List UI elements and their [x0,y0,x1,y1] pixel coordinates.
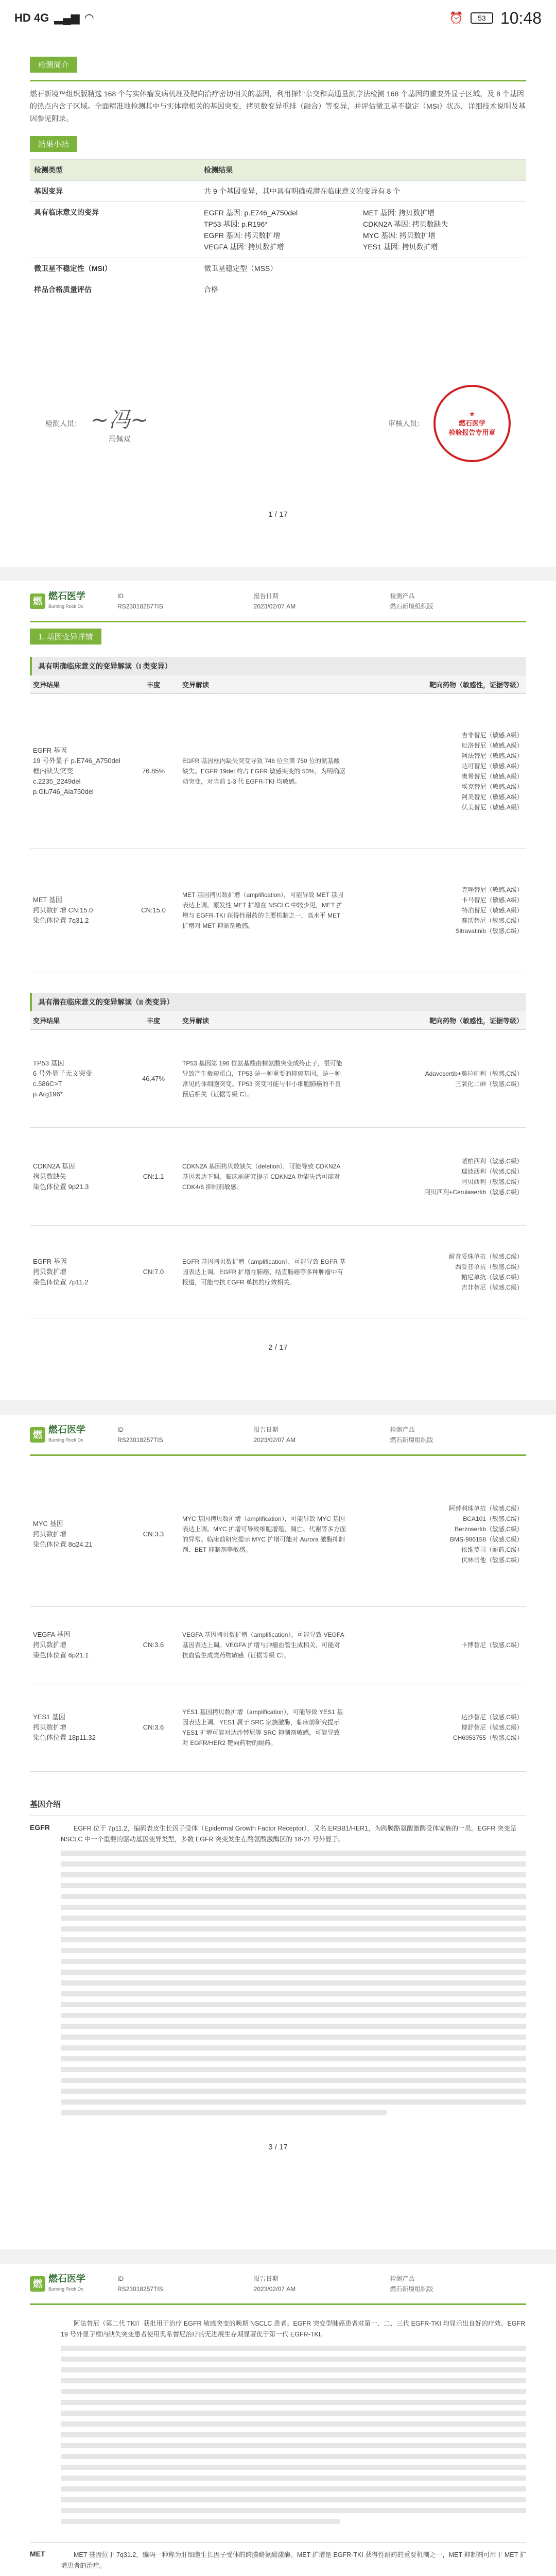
variant-frequency: 46.47% [128,1030,179,1128]
table-header-row [30,160,526,181]
variant-frequency: CN:3.6 [128,1606,179,1684]
brand-logo [30,591,117,612]
table-row [30,1226,526,1318]
gene-line: 19 号外显子 p.E746_A750del [33,756,120,765]
variant-gene [30,1606,128,1684]
logo-subtext: Burning Rock Dx [48,603,83,609]
meta-value: 2023/02/07 AM [253,602,296,610]
table-row [30,849,526,972]
table-row [30,202,526,258]
drug-item: 西妥昔单抗（敏感,C级） [455,1263,523,1270]
col-header: 变异解读 [179,1011,349,1030]
variant-item: TP53 基因: p.R196* [204,220,268,228]
meta-value: 燃石新境组织版 [390,1436,433,1444]
gene-intro-title: 基因介绍 [30,1792,526,1816]
drug-item: Sitravatinib（敏感,C级） [455,927,523,935]
variant-drugs [349,1128,526,1226]
gene-line: 染色体位置 6p21.1 [33,1651,89,1659]
battery-icon: 53 [471,12,493,24]
variant-drugs [349,1226,526,1318]
report-meta [117,2274,526,2294]
drug-item: 帕尼单抗（敏感,C级） [461,1273,523,1281]
variant-interpretation: EGFR 基因框内缺失突变导致 746 位至第 750 位的氨基酸缺失。EGFR 19del 约占 EGFR 敏感突变的 50%，为明确驱动突变，对当前 1-3 代 EGFR-TKI 均敏感。 [179,694,349,849]
row-value: 共 9 个基因变异，其中具有明确或潜在临床意义的变异有 8 个 [200,181,526,202]
summary-table [30,159,526,300]
gene-line: 拷贝数扩增 [33,1641,67,1649]
gene-line: p.Arg196* [33,1090,63,1098]
gene-name: MET [30,2550,45,2558]
report-page-3 [0,1415,556,2249]
signature-row [30,372,526,475]
drug-item: 吉非替尼（敏感,A级） [461,731,523,739]
variant-item: EGFR 基因: 拷贝数扩增 [204,231,281,240]
gene-line: 染色体位置 18p11.32 [33,1734,96,1741]
meta-value: 燃石新境组织版 [390,2285,433,2293]
drug-item: 卡马替尼（敏感,A级） [461,896,523,904]
page-separator [0,2249,556,2264]
signature-image: ~冯~ [91,407,149,432]
page-number: 1 / 17 [268,510,288,519]
table-row [30,279,526,300]
meta-label: ID [117,2275,124,2282]
gene-intro-met [30,2543,526,2576]
logo-text: 燃石医学 [48,2273,85,2284]
variant-item: YES1 基因: 拷贝数扩增 [363,243,438,251]
drug-item: BCA101（敏感,C级） [463,1515,523,1522]
meta-value: RS23018257TIS [117,602,163,610]
meta-label: ID [117,1426,124,1433]
gene-line: VEGFA 基因 [33,1631,71,1638]
row-key: 微卫星不稳定性（MSI） [30,258,200,279]
variant-drugs [349,1606,526,1684]
gene-line: 拷贝数扩增 CN:15.0 [33,906,93,914]
gene-paragraph: 阿法替尼（第二代 TKI）获批用于治疗 EGFR 敏感突变的晚期 NSCLC 患者。EGFR 突变型肺癌患者对第一、二、三代 EGFR-TKI 均显示出良好的疗效。EGFR 19 号外显子框内缺失突变患者使用奥希替尼治疗的无进展生存期显著优于第一代 EGFR-TKI。 [61,2320,526,2338]
table-row [30,181,526,202]
gene-name-empty [30,2318,61,2530]
col-header: 靶向药物（敏感性，证据等级） [349,675,526,694]
variant-frequency: CN:3.3 [128,1462,179,1606]
row-value: 微卫星稳定型（MSS） [200,258,526,279]
meta-label: 检测产品 [390,2275,415,2282]
variant-frequency: CN:7.0 [128,1226,179,1318]
meta-label: 报告日期 [253,592,279,600]
table-row [30,1462,526,1606]
gene-intro-egfr-cont [30,2311,526,2537]
meta-value: 燃石新境组织版 [390,602,433,610]
drug-item: CH6953755（敏感,C级） [453,1734,523,1741]
col-header: 靶向药物（敏感性，证据等级） [349,1011,526,1030]
variant-item: EGFR 基因: p.E746_A750del [204,209,298,217]
variant-drugs [349,694,526,849]
variant-frequency: 76.85% [128,694,179,849]
logo-text: 燃石医学 [48,590,85,601]
wifi-icon: ◠ [84,11,94,24]
gene-paragraph: MET 基因位于 7q31.2，编码一种称为肝细胞生长因子受体的跨膜酪氨酸激酶。MET 扩增是 EGFR-TKI 获得性耐药的重要机制之一，MET 抑制剂可用于 MET 扩增患者的治疗。 [61,2551,526,2569]
variant-drugs [349,1030,526,1128]
meta-value: RS23018257TIS [117,1436,163,1444]
variant-item: VEGFA 基因: 拷贝数扩增 [204,243,284,251]
section-title-intro: 检测简介 [30,57,77,73]
tester-name: 冯佩双 [109,435,131,443]
variant-table-class2 [30,1011,526,1318]
variant-item: MYC 基因: 拷贝数扩增 [363,231,436,240]
section-title-summary: 结果小结 [30,136,77,152]
drug-item: 达可替尼（敏感,A级） [461,762,523,770]
variant-interpretation: EGFR 基因拷贝数扩增（amplification），可能导致 EGFR 基因表达上调。EGFR 扩增在肺癌、结直肠癌等多种肿瘤中有报道，可能与抗 EGFR 单抗的疗效相关。 [179,1226,349,1318]
gene-line: 染色体位置 7p11.2 [33,1278,89,1286]
col-header: 丰度 [128,675,179,694]
gene-line: 拷贝数扩增 [33,1530,67,1538]
variant-frequency: CN:3.6 [128,1684,179,1771]
variant-drugs [349,849,526,972]
variant-table-continued [30,1462,526,1772]
logo-subtext: Burning Rock Dx [48,2286,83,2292]
drug-item: 赛沃替尼（敏感,C级） [461,917,523,924]
drug-item: 博舒替尼（敏感,C级） [461,1724,523,1731]
drug-item: 阿美替尼（敏感,A级） [461,793,523,801]
clock: 10:48 [500,8,542,27]
meta-label: ID [117,592,124,600]
text-block [61,1851,526,2115]
variant-drugs [349,1462,526,1606]
drug-item: 瑞波西利（敏感,C级） [461,1167,523,1175]
meta-label: 报告日期 [253,1426,279,1433]
report-header [30,1415,526,1456]
divider [30,80,526,81]
variant-frequency: CN:1.1 [128,1128,179,1226]
section-title-variants: 1. 基因变异详情 [30,629,101,645]
page-number: 2 / 17 [268,1343,288,1352]
variant-interpretation: YES1 基因拷贝数扩增（amplification），可能导致 YES1 基因表达上调。YES1 属于 SRC 家族激酶，临床前研究提示 YES1 扩增可能对达沙替尼等 SRC 抑制剂敏感，可能导致对 EGFR/HER2 靶向药物的耐药。 [179,1684,349,1771]
drug-item: 阿替利珠单抗（敏感,C级） [448,1504,523,1512]
table-header-row [30,675,526,694]
group-title-class2: 具有潜在临床意义的变异解读（II 类变异） [30,993,526,1011]
drug-item: 吉非替尼（敏感,C级） [461,1283,523,1291]
tester-signature [45,403,148,444]
meta-label: 检测产品 [390,592,415,600]
table-row [30,694,526,849]
table-row [30,1030,526,1128]
gene-intro-egfr [30,1816,526,2128]
report-header [30,581,526,622]
variant-frequency: CN:15.0 [128,849,179,972]
variant-interpretation: TP53 基因第 196 位氨基酸由精氨酸突变成终止子，很可能导致产生截短蛋白，TP53 是一种重要的抑癌基因，是一种常见的体细胞突变。TP53 突变可能与非小细胞肺癌的不良预后相关（证据等级 C）。 [179,1030,349,1128]
alarm-icon: ⏰ [449,11,463,24]
drug-item: 卡博替尼（敏感,C级） [461,1641,523,1649]
official-stamp: ★ 燃石医学 检验报告专用章 [433,385,511,462]
row-key: 具有临床意义的变异 [30,202,200,258]
variant-table-class1 [30,675,526,972]
drug-item: 阿贝西利（敏感,C级） [461,1178,523,1185]
gene-line: MET 基因 [33,895,62,904]
gene-line: 拷贝数缺失 [33,1172,67,1180]
variant-item: MET 基因: 拷贝数扩增 [363,209,435,217]
meta-value: RS23018257TIS [117,2285,163,2293]
table-row [30,258,526,279]
col-header: 变异结果 [30,675,128,694]
table-header-result: 检测结果 [200,160,526,181]
gene-line: YES1 基因 [33,1713,65,1721]
table-row [30,1606,526,1684]
gene-line: p.Glu746_Ala750del [33,787,94,795]
logo-icon: 燃 [30,1427,45,1443]
drug-item: 依维莫司（耐药,C级） [461,1546,523,1553]
page-separator [0,567,556,581]
logo-subtext: Burning Rock Dx [48,1437,83,1443]
variant-interpretation: MYC 基因拷贝数扩增（amplification），可能导致 MYC 基因表达上调。MYC 扩增可导致细胞增殖、凋亡、代谢等多方面的异常。临床前研究提示 MYC 扩增可能对 Aurora 激酶抑制剂、BET 抑制剂等敏感。 [179,1462,349,1606]
gene-line: 框内缺失突变 [33,767,74,775]
network-indicator: HD 4G [14,11,49,24]
tester-label: 检测人员： [45,419,81,428]
drug-item: 克唑替尼（敏感,A级） [461,886,523,893]
variant-gene [30,694,128,849]
variant-gene [30,1684,128,1771]
table-row [30,1128,526,1226]
row-value: 合格 [200,279,526,300]
drug-item: Berzosertib（敏感,C级） [455,1525,523,1533]
variant-interpretation: VEGFA 基因拷贝数扩增（amplification），可能导致 VEGFA 基因表达上调。VEGFA 扩增与肿瘤血管生成相关，可能对抗血管生成类药物敏感（证据等级 C）。 [179,1606,349,1684]
col-header: 变异解读 [179,675,349,694]
col-header: 变异结果 [30,1011,128,1030]
text-block [61,2346,526,2524]
drug-item: 阿法替尼（敏感,A级） [461,752,523,759]
drug-item: Adavosertib+奥拉帕利（敏感,C级） [425,1070,523,1077]
meta-label: 检测产品 [390,1426,415,1433]
status-right [449,9,542,28]
page-number: 3 / 17 [268,2142,288,2151]
meta-value: 2023/02/07 AM [253,2285,296,2293]
gene-line: 染色体位置 7q31.2 [33,916,89,924]
drug-item: 埃克替尼（敏感,A级） [461,783,523,790]
variant-gene [30,1128,128,1226]
gene-line: EGFR 基因 [33,1257,67,1265]
report-meta [117,1425,526,1445]
drug-item: 达沙替尼（敏感,C级） [461,1714,523,1721]
gene-line: c.586C>T [33,1079,62,1088]
report-page-2 [0,581,556,1400]
reviewer-label: 审核人员： [388,419,424,428]
logo-text: 燃石医学 [48,1424,85,1435]
gene-line: CDKN2A 基因 [33,1162,75,1170]
drug-item: 三氧化二砷（敏感,C级） [455,1080,523,1088]
row-key: 样品合格质量评估 [30,279,200,300]
drug-item: 耐昔妥珠单抗（敏感,C级） [448,1252,523,1260]
meta-value: 2023/02/07 AM [253,1436,296,1444]
table-header-row [30,1011,526,1030]
table-header-type: 检测类型 [30,160,200,181]
gene-description [61,2318,526,2530]
status-left [14,11,94,25]
variant-item: CDKN2A 基因: 拷贝数缺失 [363,220,448,228]
report-header [30,2264,526,2305]
gene-description [61,2550,526,2576]
gene-line: 拷贝数扩增 [33,1267,67,1276]
brand-logo [30,2274,117,2294]
variant-gene [30,1226,128,1318]
drug-item: BMS-986158（敏感,C级） [449,1535,523,1543]
report-page-4 [0,2264,556,2576]
drug-item: 阿贝西利+Cerulasertib（敏感,C级） [424,1188,523,1196]
drug-item: 伏美替尼（敏感,A级） [461,803,523,811]
variant-interpretation: CDKN2A 基因拷贝数缺失（deletion），可能导致 CDKN2A 基因表达下调。临床前研究提示 CDKN2A 功能失活可能对 CDK4/6 抑制剂敏感。 [179,1128,349,1226]
drug-item: 伏林司他（敏感,C级） [461,1556,523,1564]
variant-gene [30,1030,128,1128]
report-meta [117,591,526,612]
variant-drugs [349,1684,526,1771]
row-key: 基因变异 [30,181,200,202]
gene-description [61,1823,526,2121]
gene-line: 拷贝数扩增 [33,1723,67,1731]
status-bar [0,0,556,36]
gene-line: 6 号外显子无义突变 [33,1069,92,1077]
intro-text: 燃石新境™组织版精选 168 个与实体瘤发病机理及靶向治疗密切相关的基因，利用探针杂交和高通量测序法检测 168 个基因的重要外显子区域，及 8 个基因的热点内含子区域。全面精准地检测其中与实体瘤相关的基因突变，拷贝数变异重排（融合）等变异，并评估微卫星不稳定（MSI）状态，详细技术说明及基因参见附录。 [30,90,526,123]
gene-line: EGFR 基因 [33,746,67,754]
table-row [30,1684,526,1771]
gene-line: 染色体位置 8q24.21 [33,1540,93,1548]
report-page-1 [0,36,556,567]
drug-item: 哌柏西利（敏感,C级） [461,1157,523,1165]
gene-line: c.2235_2249del [33,777,81,785]
page-separator [0,1400,556,1415]
gene-name: EGFR [30,1823,50,1832]
variant-gene [30,1462,128,1606]
variant-interpretation: MET 基因拷贝数扩增（amplification），可能导致 MET 基因表达上调。原发性 MET 扩增在 NSCLC 中较少见，MET 扩增与 EGFR-TKI 获得性耐药的主要机制之一，高水平 MET 扩增对 MET 抑制剂敏感。 [179,849,349,972]
logo-icon: 燃 [30,594,45,609]
variant-gene [30,849,128,972]
gene-line: 染色体位置 9p21.3 [33,1182,89,1191]
signal-icon: ▂▄▆ [54,11,80,24]
meta-label: 报告日期 [253,2275,279,2282]
group-title-class1: 具有明确临床意义的变异解读（I 类变异） [30,657,526,675]
drug-item: 特泊替尼（敏感,A级） [461,906,523,914]
col-header: 丰度 [128,1011,179,1030]
gene-line: TP53 基因 [33,1059,64,1067]
row-value-list [200,202,526,258]
gene-paragraph: EGFR 位于 7p11.2，编码表皮生长因子受体（Epidermal Growth Factor Receptor），又名 ERBB1/HER1，为跨膜酪氨酸激酶受体家族的一员。EGFR 突变是 NSCLC 中一个重要的驱动基因变异类型，多数 EGFR 突变发生在酪氨酸激酶区的 18-21 号外显子。 [61,1824,517,1843]
drug-item: 奥希替尼（敏感,A级） [461,772,523,780]
reviewer-signature [388,385,511,462]
gene-line: MYC 基因 [33,1519,63,1528]
drug-item: 厄洛替尼（敏感,A级） [461,741,523,749]
brand-logo [30,1425,117,1445]
logo-icon: 燃 [30,2276,45,2292]
